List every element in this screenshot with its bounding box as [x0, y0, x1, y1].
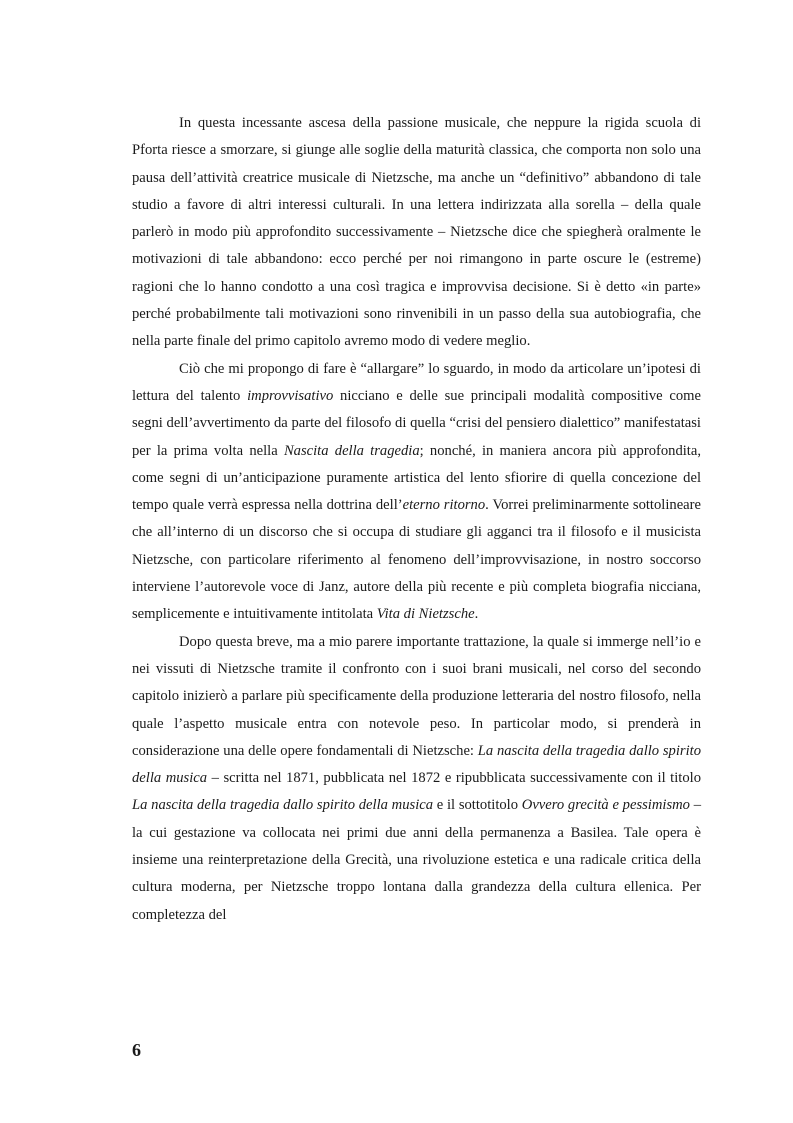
italic-run: Nascita della tragedia [283, 442, 420, 459]
paragraph [132, 629, 701, 929]
text-run: Dopo questa breve, ma a mio parere importante trattazione, la quale si immerge nell’io e nei vissuti di Nietzsche tramite il confronto con i suoi brani musicali, nel corso del secondo capitolo inizierò a parlare più specificamente della produzione letteraria del nostro filosofo, nella quale l’aspetto musicale entra con notevole peso. In particolar modo, si prenderà in considerazione una delle opere fondamentali di Nietzsche: [132, 633, 701, 759]
italic-run: La nascita della tragedia dallo spirito della musica [132, 797, 434, 814]
text-run: nicciano e delle sue principali modalità compositive come segni dell’avvertimento da parte del filosofo di quella “crisi del pensiero dialettico” manifestatasi per la prima volta nella [132, 387, 701, 459]
text-run: . Vorrei preliminarmente sottolineare che all’interno di un discorso che si occupa di studiare gli agganci tra il filosofo e il musicista Nietzsche, con particolare riferimento al fenomeno dell’improvvisazione, in nostro soccorso interviene l’autorevole voce di Janz, autore della più recente e più completa biografia nicciana, semplicemente e intuitivamente intitolata [132, 497, 701, 623]
paragraph [132, 356, 701, 629]
text-run: – la cui gestazione va collocata nei primi due anni della permanenza a Basilea. Tale opera è insieme una reinterpretazione della Grecità, una rivoluzione estetica e una radicale critica della cultura moderna, per Nietzsche troppo lontana dalla grandezza della cultura ellenica. Per completezza del [132, 797, 702, 923]
text-run: – scritta nel 1871, pubblicata nel 1872 e ripubblicata successivamente con il titolo [207, 770, 701, 787]
paragraph [132, 110, 701, 356]
text-run: e il sottotitolo [433, 797, 522, 814]
page-number: 6 [132, 1040, 141, 1060]
text-run: . [474, 606, 479, 623]
italic-run: Vita di Nietzsche [376, 606, 475, 623]
italic-run: La nascita della tragedia dallo spirito della musica [132, 742, 701, 787]
text-run: Ciò che mi propongo di fare è “allargare” lo sguardo, in modo da articolare un’ipotesi di lettura del talento [132, 360, 701, 404]
text-run: In questa incessante ascesa della passione musicale, che neppure la rigida scuola di Pforta riesce a smorzare, si giunge alle soglie della maturità classica, che comporta non solo una pausa dell’attività creatrice musicale di Nietzsche, ma anche un “definitivo” abbandono di tale studio a favore di altri interessi culturali. In una lettera indirizzata alla sorella – della quale parlerò in modo più approfondito successivamente – Nietzsche dice che spiegherà oralmente le motivazioni di tale abbandono: ecco perché per noi rimangono in parte oscure le (estreme) ragioni che lo hanno condotto a una così tragica e improvvisa decisione. Si è detto «in parte» perché probabilmente tali motivazioni sono rinvenibili in un passo della sua autobiografia, che nella parte finale del primo capitolo avremo modo di vedere meglio. [132, 115, 701, 350]
italic-run: improvvisativo [247, 387, 334, 404]
italic-run: Ovvero grecità e pessimismo [521, 797, 690, 814]
text-run: ; nonché, in maniera ancora più approfondita, come segni di un’anticipazione puramente artistica del lento sfiorire di quella concezione del tempo quale verrà espressa nella dottrina dell’ [132, 442, 701, 514]
italic-run: eterno ritorno [402, 497, 486, 514]
body-text [132, 110, 701, 929]
